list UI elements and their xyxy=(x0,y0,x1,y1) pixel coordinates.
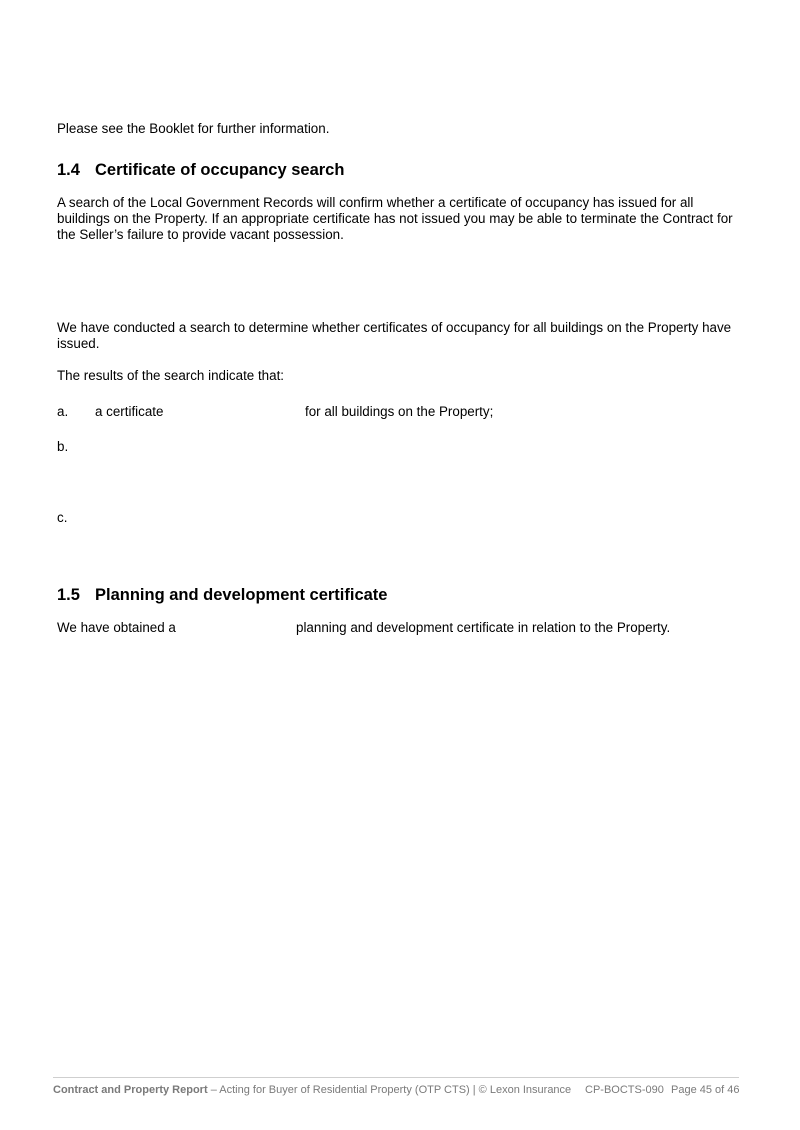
results-intro: The results of the search indicate that: xyxy=(57,368,285,383)
list-marker-b: b. xyxy=(57,439,69,454)
section-1-4-heading xyxy=(57,160,344,180)
planning-text-after: planning and development certificate in relation to the Property. xyxy=(296,620,671,635)
list-marker-c: c. xyxy=(57,510,68,525)
section-number: 1.4 xyxy=(57,161,80,179)
item-a-text-before: a certificate xyxy=(95,404,164,419)
search-paragraph: We have conducted a search to determine whether certificates of occupancy for all buildings on the Property have issued. xyxy=(57,320,732,351)
item-a-text-after: for all buildings on the Property; xyxy=(305,404,494,419)
intro-line: Please see the Booklet for further information. xyxy=(57,121,330,136)
footer-report-title: Contract and Property Report xyxy=(53,1084,208,1096)
footer-doc-code: CP-BOCTS-090 xyxy=(585,1084,664,1096)
section-title: Certificate of occupancy search xyxy=(95,161,345,179)
list-marker-a: a. xyxy=(57,404,69,419)
section-1-4-paragraph: A search of the Local Government Records will confirm whether a certificate of occupancy has issued for all buildings on the Property. If an appropriate certificate has not issued you may be able to terminate the Contract for the Seller’s failure to provide vacant possession. xyxy=(57,195,733,242)
section-1-5-heading xyxy=(57,585,387,605)
section-number: 1.5 xyxy=(57,586,80,604)
footer-divider xyxy=(53,1077,739,1078)
footer-page-number: Page 45 of 46 xyxy=(671,1084,740,1096)
planning-text-before: We have obtained a xyxy=(57,620,176,635)
section-title: Planning and development certificate xyxy=(95,586,388,604)
footer-report-subtitle: – Acting for Buyer of Residential Property (OTP CTS) | © Lexon Insurance xyxy=(207,1084,572,1096)
footer-report xyxy=(53,1084,571,1097)
